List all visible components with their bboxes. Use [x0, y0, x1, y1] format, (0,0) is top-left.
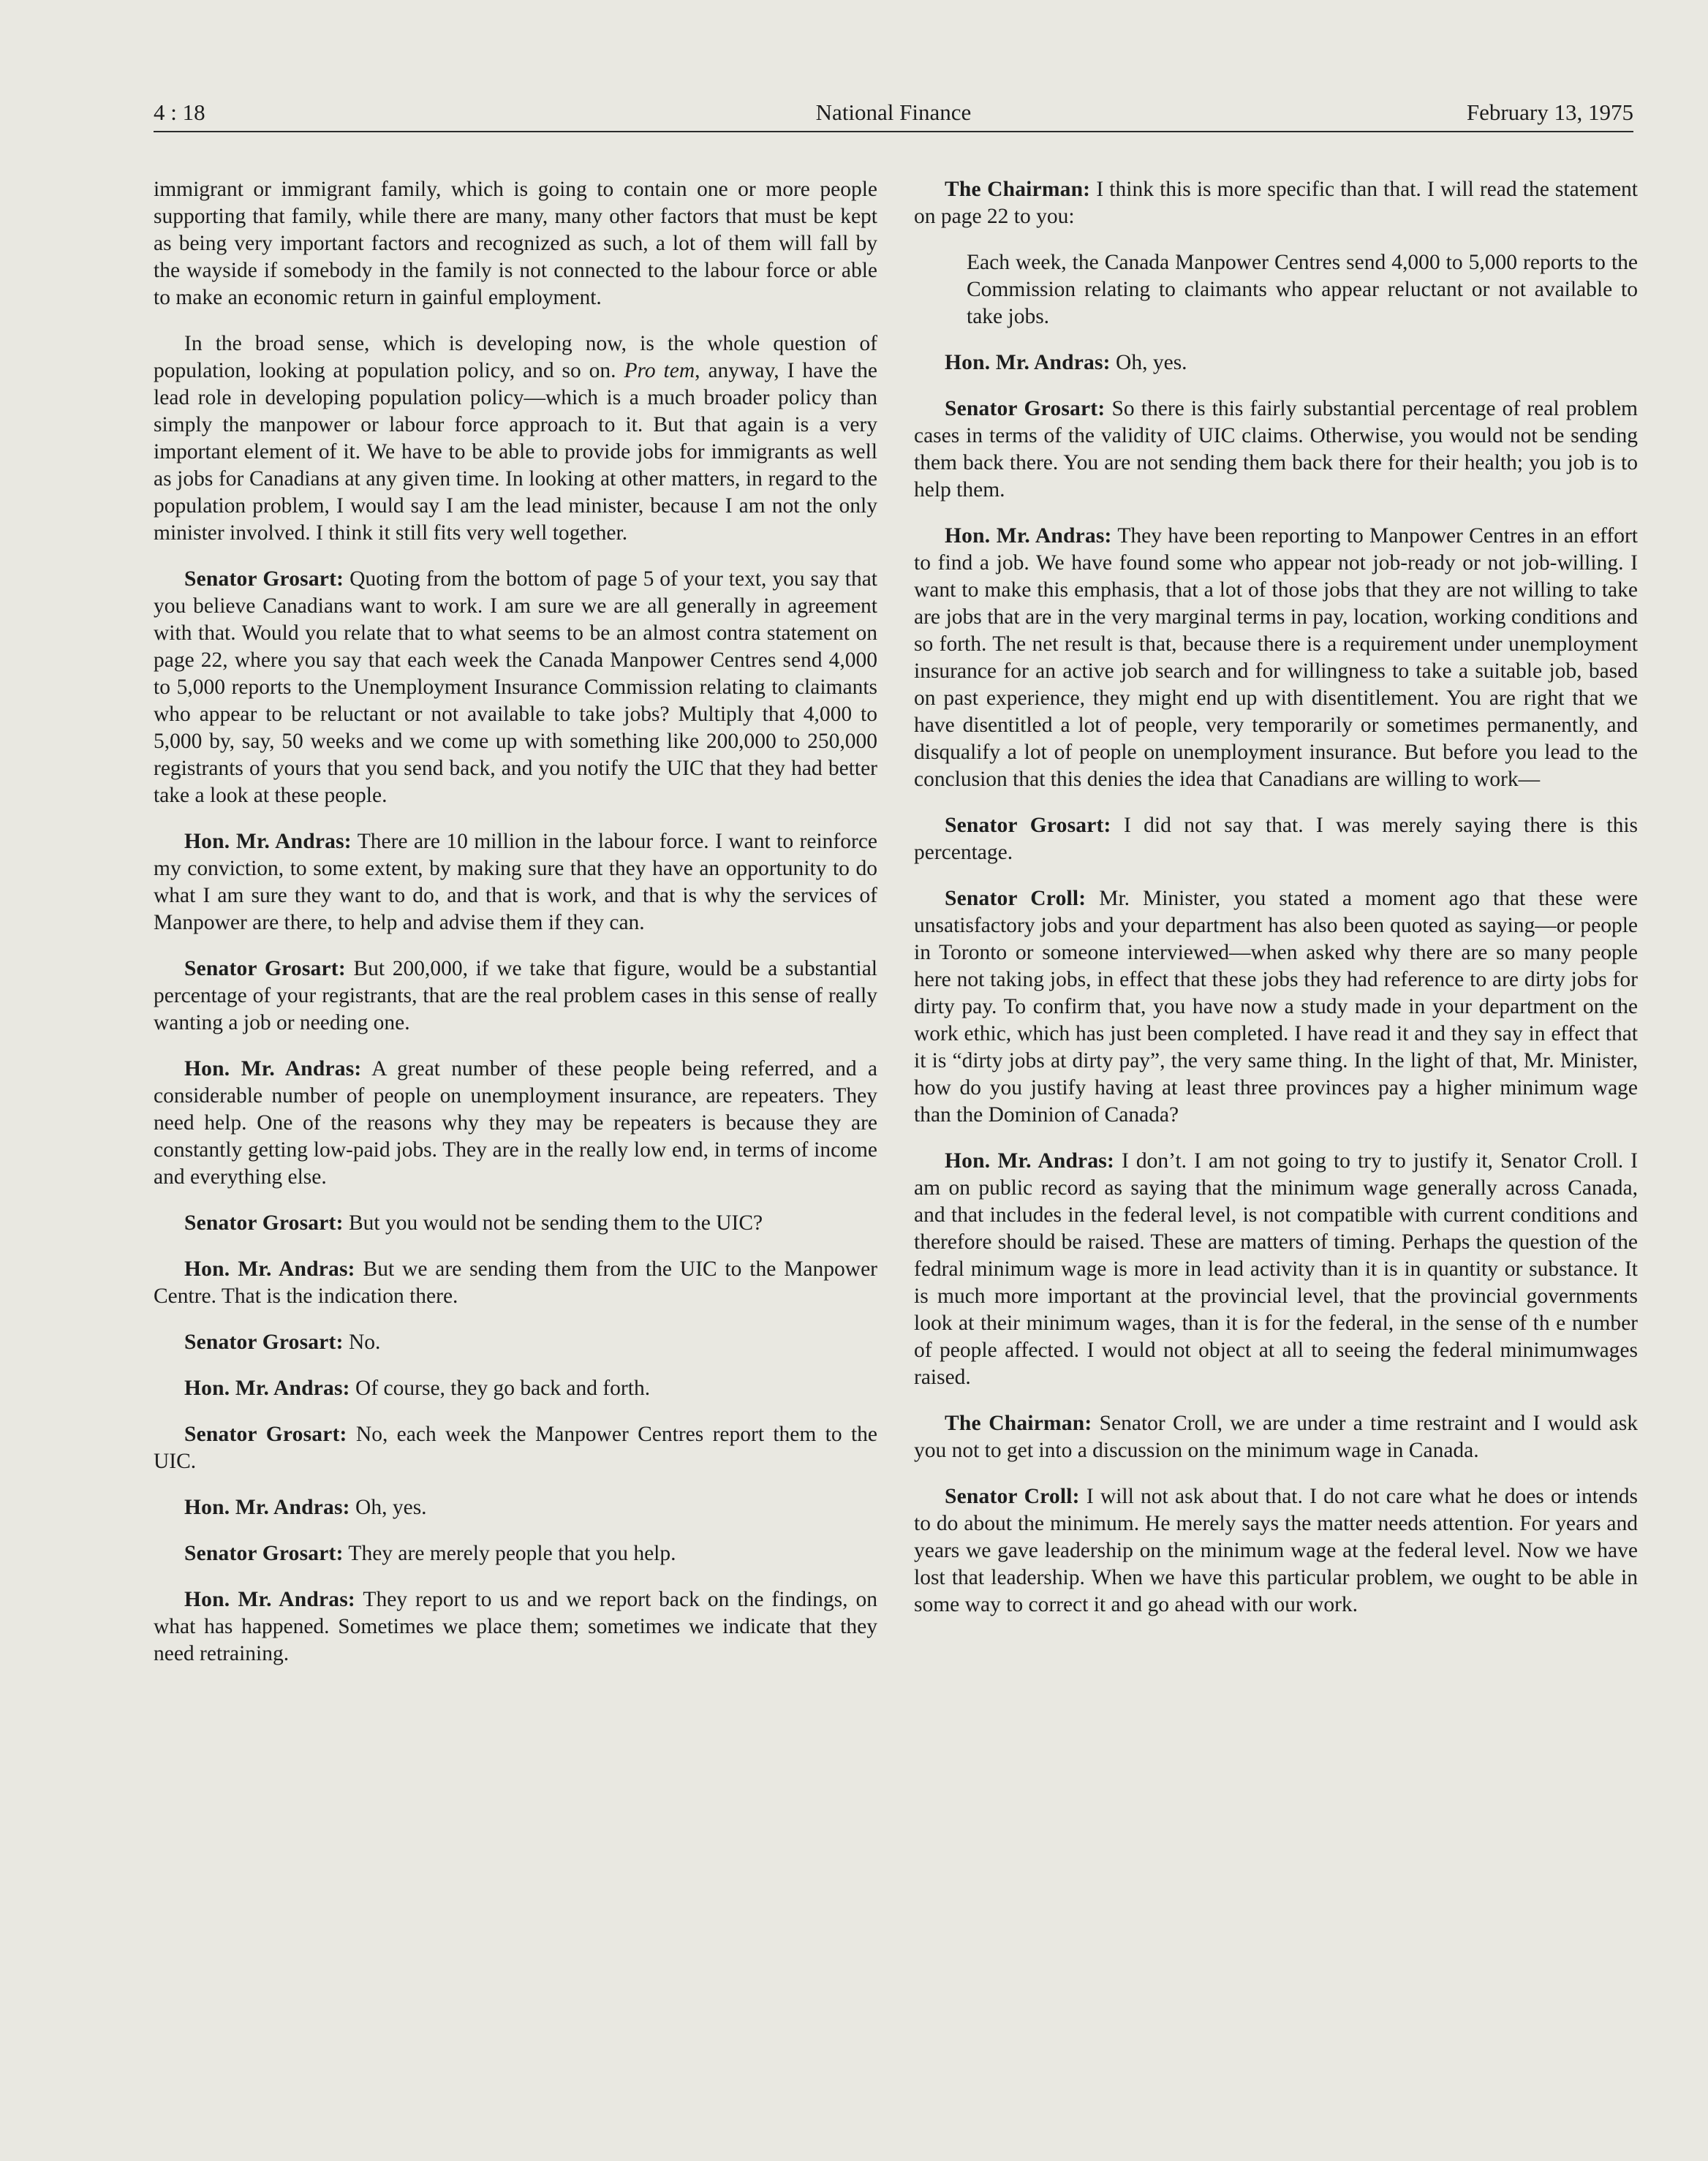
italic-phrase: Pro tem	[624, 359, 695, 382]
speaker-name: Senator Grosart:	[184, 957, 346, 980]
paragraph-text: They report to us and we report back on the findings, on what has happened. Sometimes we place them; sometimes we indicate that they need retraining.	[154, 1588, 878, 1665]
speaker-name: Senator Croll:	[945, 1485, 1080, 1508]
paragraph	[154, 955, 877, 1037]
paragraph-text: Of course, they go back and forth.	[349, 1377, 651, 1400]
speaker-name: The Chairman:	[945, 1412, 1092, 1435]
paragraph	[154, 1056, 877, 1191]
paragraph	[154, 1586, 877, 1668]
paragraph-text: I think this is more specific than that. I will read the statement on page 22 to you:	[914, 178, 1638, 228]
paragraph-text: I did not say that. I was merely saying there is this percentage.	[914, 814, 1639, 864]
paragraph	[154, 176, 877, 311]
left-column	[154, 176, 877, 1687]
paragraph	[914, 812, 1638, 866]
paragraph-text: In the broad sense, which is developing now, is the whole question of population, looking at population policy, and so on.	[154, 332, 877, 382]
header-title: National Finance	[815, 99, 972, 125]
paragraph	[154, 1540, 877, 1567]
speaker-name: Senator Grosart:	[184, 1211, 344, 1235]
header-rule	[154, 131, 1633, 132]
speaker-name: Senator Grosart:	[184, 1542, 344, 1565]
speaker-name: The Chairman:	[945, 178, 1091, 201]
paragraph	[154, 1375, 877, 1402]
paragraph-text: No.	[343, 1331, 381, 1354]
paragraph-text: But you would not be sending them to the UIC?	[343, 1211, 763, 1235]
page-number: 4 : 18	[154, 99, 205, 125]
paragraph	[154, 1494, 877, 1521]
paragraph-text: immigrant or immigrant family, which is going to contain one or more people supporting that family, while there are many, many other factors that must be kept as being very important factors and recognized as such, a lot of them will fall by the wayside if somebody in the family is not connected to the labour force or able to make an economic return in gainful employment.	[154, 178, 877, 309]
paragraph-text: Oh, yes.	[1110, 351, 1187, 374]
paragraph	[914, 1148, 1638, 1391]
paragraph	[914, 1483, 1638, 1619]
paragraph	[914, 523, 1638, 793]
speaker-name: Hon. Mr. Andras:	[945, 524, 1112, 548]
paragraph-text: They are merely people that you help.	[343, 1542, 676, 1565]
right-column	[914, 176, 1638, 1638]
speaker-name: Hon. Mr. Andras:	[945, 351, 1111, 374]
block-quote	[967, 249, 1638, 330]
paragraph	[154, 828, 877, 936]
paragraph	[914, 396, 1638, 504]
paragraph	[914, 176, 1638, 230]
speaker-name: Senator Grosart:	[184, 567, 344, 591]
speaker-name: Senator Grosart:	[945, 397, 1106, 420]
paragraph	[154, 1256, 877, 1310]
paragraph-text: Oh, yes.	[349, 1496, 427, 1519]
paragraph	[154, 566, 877, 809]
paragraph	[914, 885, 1638, 1129]
paragraph-text: No, each week the Manpower Centres report them to the UIC.	[154, 1423, 877, 1473]
speaker-name: Senator Croll:	[945, 887, 1087, 910]
quote-text: Each week, the Canada Manpower Centres send 4,000 to 5,000 reports to the Commission relating to claimants who appear reluctant or not available to take jobs.	[967, 251, 1638, 328]
speaker-name: Senator Grosart:	[184, 1331, 344, 1354]
speaker-name: Senator Grosart:	[945, 814, 1111, 837]
paragraph	[154, 1210, 877, 1237]
speaker-name: Hon. Mr. Andras:	[184, 1588, 355, 1611]
paragraph-text: I will not ask about that. I do not care what he does or intends to do about the minimum. He merely says the matter needs attention. For years and years we gave leadership on the minimum wage at the federal level. Now we have lost that leadership. When we have this particular problem, we ought to be able in some way to correct it and go ahead with our work.	[914, 1485, 1639, 1616]
paragraph	[154, 1421, 877, 1475]
paragraph-text: But 200,000, if we take that figure, would be a substantial percentage of your registrants, that are the real problem cases in this sense of really wanting a job or needing one.	[154, 957, 878, 1034]
page-header	[154, 94, 1633, 132]
paragraph	[154, 1329, 877, 1356]
paragraph-text: I don’t. I am not going to try to justify it, Senator Croll. I am on public record as saying that the minimum wage generally across Canada, and that includes in the federal level, is not compatible with current conditions and therefore should be raised. These are matters of timing. Perhaps the question of the fedral minimum wage is more in lead activity than it is in quantity or substance. It is much more important at the provincial level, that the provincial governments look at their minimum wages, than it is for the federal, in the sense of th e number of people affected. I would not object at all to seeing the federal minimumwages raised.	[914, 1149, 1638, 1389]
paragraph-text: A great number of these people being referred, and a considerable number of people on unemployment insurance, are repeaters. They need help. One of the reasons why they may be repeaters is because they are constantly getting low-paid jobs. They are in the really low end, in terms of income and everything else.	[154, 1057, 877, 1189]
paragraph-text: Senator Croll, we are under a time restraint and I would ask you not to get into a discussion on the minimum wage in Canada.	[914, 1412, 1638, 1462]
speaker-name: Hon. Mr. Andras:	[184, 1057, 362, 1080]
speaker-name: Hon. Mr. Andras:	[184, 1377, 350, 1400]
speaker-name: Hon. Mr. Andras:	[184, 1257, 355, 1281]
speaker-name: Hon. Mr. Andras:	[184, 830, 352, 853]
speaker-name: Hon. Mr. Andras:	[184, 1496, 350, 1519]
speaker-name: Hon. Mr. Andras:	[945, 1149, 1114, 1173]
paragraph	[914, 1410, 1638, 1464]
paragraph-text: But we are sending them from the UIC to the Manpower Centre. That is the indication there.	[154, 1257, 877, 1308]
paragraph-text: , anyway, I have the lead role in developing population policy—which is a much broader policy than simply the manpower or labour force approach to it. But that again is a very important element of it. We have to be able to provide jobs for immigrants as well as jobs for Canadians at any given time. In looking at other matters, in regard to the population problem, I would say I am the lead minister, because I am not the only minister involved. I think it still fits very well together.	[154, 359, 877, 545]
paragraph	[914, 349, 1638, 376]
speaker-name: Senator Grosart:	[184, 1423, 347, 1446]
paragraph-text: They have been reporting to Manpower Centres in an effort to find a job. We have found some who appear not job-ready or not job-willing. I want to make this emphasis, that a lot of those jobs that they are not willing to take are jobs that are in the very marginal terms in pay, location, working conditions and so forth. The net result is that, because there is a requirement under unemployment insurance for an active job search and for willingness to take a suitable job, based on past experience, they might end up with disentitlement. You are right that we have disentitled a lot of people, very temporarily or sometimes permanently, and disqualify a lot of people on unemployment insurance. But before you lead to the conclusion that this denies the idea that Canadians are willing to work—	[914, 524, 1638, 791]
header-date: February 13, 1975	[1466, 99, 1633, 125]
paragraph-text: So there is this fairly substantial percentage of real problem cases in terms of the validity of UIC claims. Otherwise, you would not be sending them back there. You are not sending them back there for their health; you job is to help them.	[914, 397, 1638, 502]
paragraph-text: There are 10 million in the labour force. I want to reinforce my conviction, to some extent, by making sure that they have an opportunity to do what I am sure they want to do, and that is work, and that is why the services of Manpower are there, to help and advise them if they can.	[154, 830, 878, 934]
paragraph	[154, 330, 877, 547]
paragraph-text: Quoting from the bottom of page 5 of your text, you say that you believe Canadians want to work. I am sure we are all generally in agreement with that. Would you relate that to what seems to be an almost contra statement on page 22, where you say that each week the Canada Manpower Centres send 4,000 to 5,000 reports to the Unemployment Insurance Commission relating to claimants who appear to be reluctant or not available to take jobs? Multiply that 4,000 to 5,000 by, say, 50 weeks and we come up with something like 200,000 to 250,000 registrants of yours that you send back, and you notify the UIC that they had better take a look at these people.	[154, 567, 878, 807]
paragraph-text: Mr. Minister, you stated a moment ago that these were unsatisfactory jobs and your department has also been quoted as saying—or people in Toronto or someone interviewed—when asked why there are so many people here not taking jobs, in effect that these jobs they had reference to are dirty jobs for dirty pay. To confirm that, you have now a study made in your department on the work ethic, which has just been completed. I have read it and they say in effect that it is “dirty jobs at dirty pay”, the very same thing. In the light of that, Mr. Minister, how do you justify having at least three provinces pay a higher minimum wage than the Dominion of Canada?	[914, 887, 1639, 1127]
